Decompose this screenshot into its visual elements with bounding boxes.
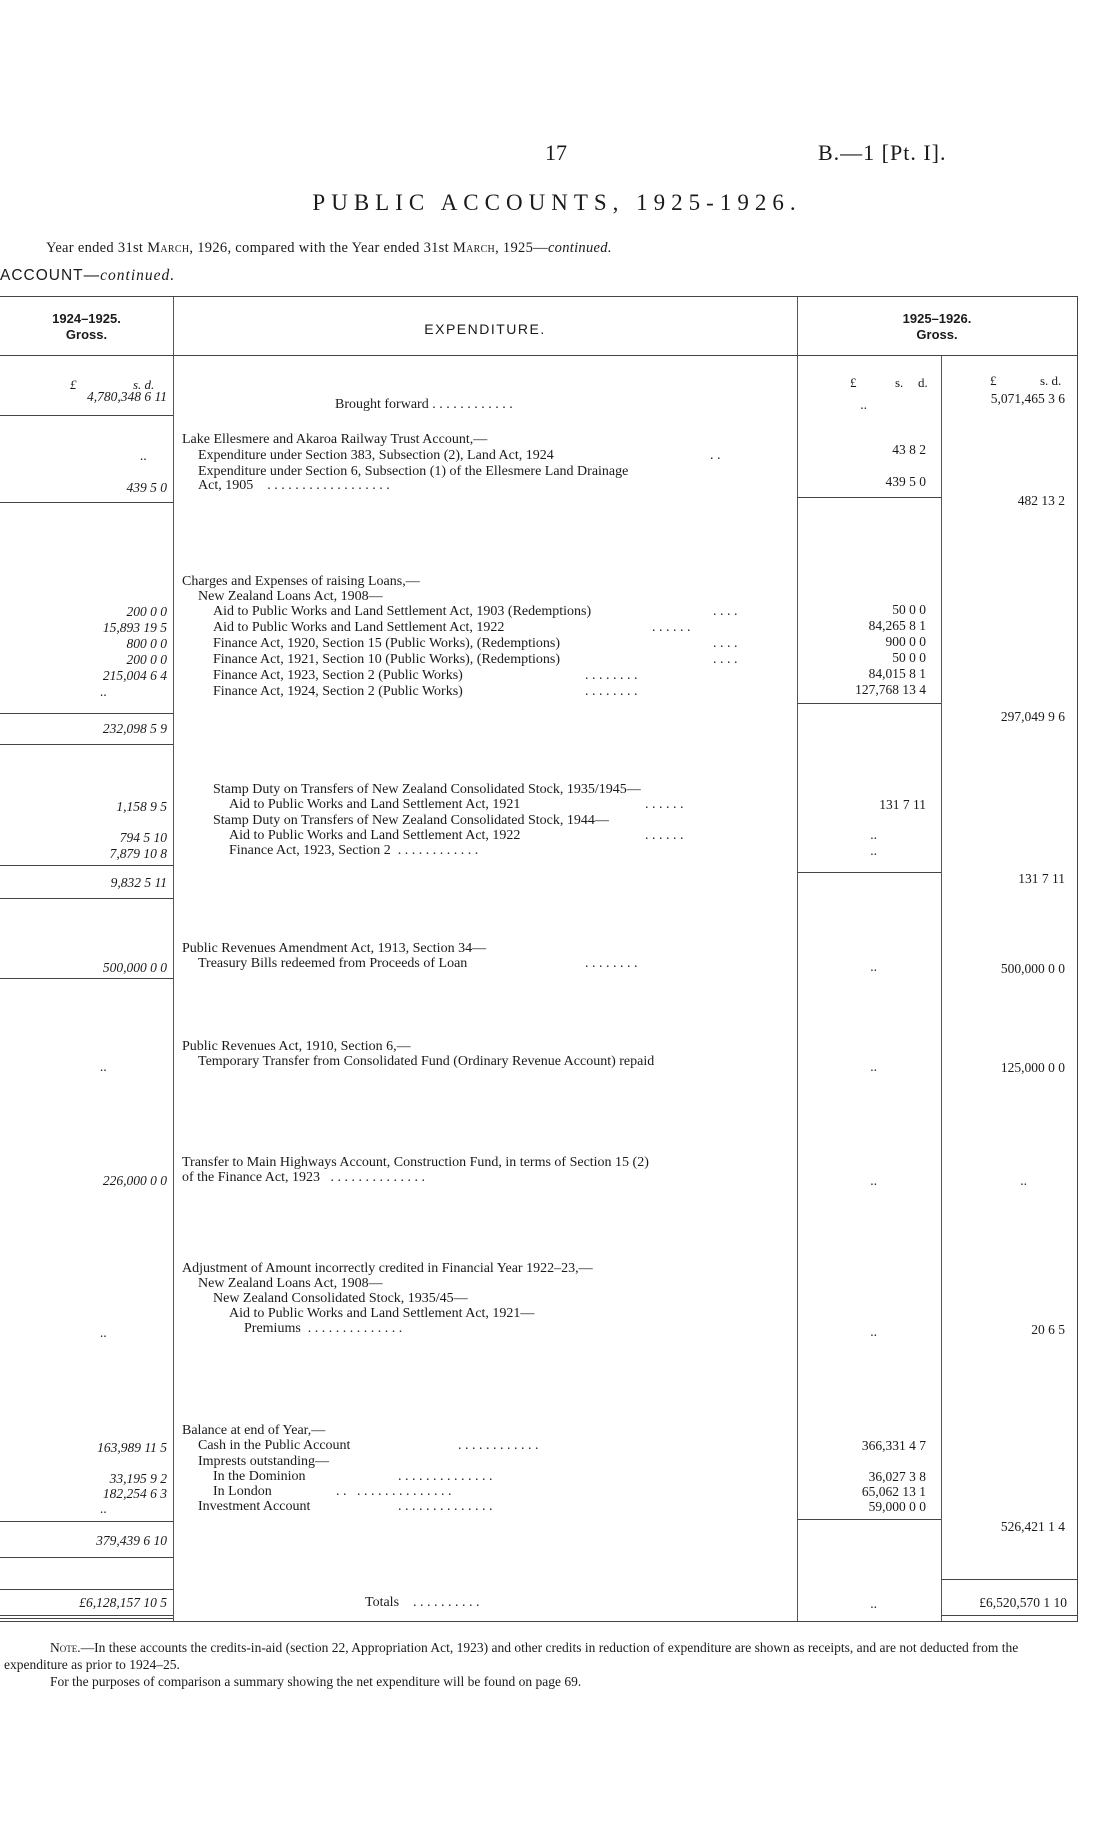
stamp-heading-1: Stamp Duty on Transfers of New Zealand Consolidated Stock, 1935/1945— [213,782,641,797]
pra-amendment-outer: 500,000 0 0 [1000,961,1065,976]
stamp-prev-3: 7,879 10 8 [109,846,167,861]
rule [0,978,173,979]
highways-outer: .. [1020,1173,1027,1188]
pra-amendment-heading: Public Revenues Amendment Act, 1913, Section 34— [182,941,487,956]
lake-prev-2: 439 5 0 [126,480,167,495]
lake-line-3 [198,478,390,494]
leader-dots: . . . . [713,636,738,651]
header-rule [0,355,1077,356]
brought-forward-label-text: Brought forward [335,397,429,412]
rule [0,898,173,899]
highways-line-1: Transfer to Main Highways Account, Construction Fund, in terms of Section 15 (2) [182,1155,649,1170]
loans-item-4-prev: 215,004 6 4 [102,668,167,683]
stamp-line-2: Aid to Public Works and Land Settlement Act, 1922 [229,828,521,843]
stamp-line-3 [229,843,478,859]
column-divider-3 [941,355,942,1621]
stamp-inner-1: 131 7 11 [879,797,926,812]
lake-line-2: Expenditure under Section 6, Subsection (1) of the Ellesmere Land Drainage [198,464,629,479]
footnote-1-heading: Note. [50,1640,81,1655]
rule [797,872,941,873]
pra-amendment-prev: 500,000 0 0 [102,960,167,975]
leader-dots: . . . . . . [645,828,684,843]
balance-prev-dominion: 33,195 9 2 [109,1471,167,1486]
rule [0,1615,173,1616]
document-reference: B.—1 [Pt. I]. [818,140,947,165]
balance-prev-cash: 163,989 11 5 [97,1440,167,1455]
rule [797,703,941,704]
leader-dots: . . . . . . . . . . . . [397,843,479,858]
brought-forward-outer: 5,071,465 3 6 [990,391,1065,406]
adjustment-line-4 [244,1321,402,1337]
page-number: 17 [545,140,567,165]
subtitle-month-1: March [147,240,190,256]
curr-year-header-year: 1925–1926. [902,311,972,326]
leader-dots: . . . . . . . . . . . . [458,1438,539,1453]
lake-inner-1: 43 8 2 [892,442,926,457]
totals-prev: £6,128,157 10 5 [79,1595,167,1610]
lake-ellesmere-heading: Lake Ellesmere and Akaroa Railway Trust Account,— [182,432,488,447]
rule [797,497,941,498]
rule [797,1519,941,1520]
subtitle-post: , 1925— [495,240,548,256]
balance-imprest-label: Imprests outstanding— [198,1454,330,1469]
account-label-continued: continued. [100,267,176,284]
totals-label-text: Totals [365,1595,400,1610]
leader-dots: . . . . [713,604,738,619]
loans-item-3-inner: 50 0 0 [892,650,926,665]
footnote-1 [4,1639,1074,1673]
page-subtitle [46,240,612,257]
leader-dots: . . . . . . . . [585,956,638,971]
stamp-total: 131 7 11 [1018,871,1065,886]
expenditure-table [0,296,1078,1622]
stamp-line-1: Aid to Public Works and Land Settlement Act, 1921 [229,797,521,812]
leader-dots: . . . . . . . . [585,668,638,683]
stamp-heading-2: Stamp Duty on Transfers of New Zealand Consolidated Stock, 1944— [213,813,609,828]
loans-item-3-prev: 200 0 0 [126,652,167,667]
leader-dots: . . . . . . . . . . . . . . [330,1170,426,1185]
adjustment-line-3: Aid to Public Works and Land Settlement Act, 1921— [229,1306,535,1321]
balance-inner-investment: 59,000 0 0 [868,1499,926,1514]
loans-item-2-prev: 800 0 0 [126,636,167,651]
outer-sd-label: s. d. [1040,373,1062,388]
adjustment-heading: Adjustment of Amount incorrectly credited in Financial Year 1922–23,— [182,1261,593,1276]
rule [0,744,173,745]
loans-item-5-inner: 127,768 13 4 [855,682,926,697]
balance-inner-cash: 366,331 4 7 [861,1438,926,1453]
leader-dots: . . . . . . . . . . . . . . [398,1499,493,1514]
prev-sd-label: s. d. [133,377,155,392]
rule [0,502,173,503]
adjustment-line-1: New Zealand Loans Act, 1908— [198,1276,383,1291]
loans-item-5-prev: .. [100,684,107,699]
loans-item-1-prev: 15,893 19 5 [102,620,167,635]
curr-year-header-gross: Gross. [916,327,958,342]
balance-investment-label: Investment Account [198,1499,311,1514]
loans-item-1-inner: 84,265 8 1 [868,618,926,633]
loans-subheading: New Zealand Loans Act, 1908— [198,589,383,604]
highways-line-2 [182,1170,425,1186]
inner-d-label: d. [918,375,928,390]
loans-item-5-label: Finance Act, 1924, Section 2 (Public Works) [213,684,463,699]
stamp-inner-2: .. [870,827,877,842]
totals-inner: .. [870,1596,877,1611]
pra-1910-inner: .. [870,1059,877,1074]
totals-label [365,1595,480,1611]
lake-total: 482 13 2 [1017,493,1065,508]
leader-dots: . . . . [713,652,738,667]
rule [0,713,173,714]
leader-dots: . . . . . . . . . . . . . . [307,1321,403,1336]
leader-dots-a: . . [336,1484,347,1499]
subtitle-mid: , 1926, compared with the Year ended 31st [189,240,449,256]
lake-line-3-text: Act, 1905 [198,478,254,493]
pra-1910-outer: 125,000 0 0 [1000,1060,1065,1075]
balance-total: 526,421 1 4 [1000,1519,1065,1534]
subtitle-month-2: March [452,240,496,256]
highways-inner: .. [870,1173,877,1188]
rule [0,1521,173,1522]
adjustment-line-2: New Zealand Consolidated Stock, 1935/45— [213,1291,468,1306]
stamp-prev-1: 1,158 9 5 [116,799,167,814]
loans-heading: Charges and Expenses of raising Loans,— [182,574,420,589]
stamp-inner-3: .. [870,843,877,858]
highways-prev: 226,000 0 0 [102,1173,167,1188]
highways-line-2-text: of the Finance Act, 1923 [182,1170,321,1185]
brought-forward-label [335,397,513,413]
rule [0,865,173,866]
curr-year-header [797,311,1077,343]
loans-total: 297,049 9 6 [1000,709,1065,724]
balance-heading: Balance at end of Year,— [182,1423,326,1438]
account-label [0,267,175,285]
prev-year-header [0,311,173,343]
loans-item-2-label: Finance Act, 1920, Section 15 (Public Works), (Redemptions) [213,636,561,651]
rule [0,1557,173,1558]
stamp-line-3-text: Finance Act, 1923, Section 2 [229,843,391,858]
rule [0,1589,173,1590]
loans-item-4-inner: 84,015 8 1 [868,666,926,681]
adjustment-outer: 20 6 5 [1031,1322,1065,1337]
page-title: PUBLIC ACCOUNTS, 1925-1926. [312,190,802,215]
adjustment-inner: .. [870,1324,877,1339]
leader-dots: . . [710,448,721,463]
leader-dots: . . . . . . [645,797,684,812]
pra-1910-heading: Public Revenues Act, 1910, Section 6,— [182,1039,411,1054]
adjustment-prev: .. [100,1325,107,1340]
brought-forward-prev: 4,780,348 6 11 [87,389,167,404]
loans-item-1-label: Aid to Public Works and Land Settlement Act, 1922 [213,620,505,635]
subtitle-continued: continued. [547,240,612,256]
leader-dots: . . . . . . . . . . [413,1595,480,1610]
balance-prev-london: 182,254 6 3 [102,1486,167,1501]
lake-line-1: Expenditure under Section 383, Subsection (2), Land Act, 1924 [198,448,554,463]
prev-year-header-gross: Gross. [65,327,108,342]
leader-dots: . . . . . . [652,620,691,635]
balance-inner-london: 65,062 13 1 [861,1484,926,1499]
outer-pound-sign: £ [990,373,997,388]
inner-s-label: s. [895,375,904,390]
footnote-2: For the purposes of comparison a summary showing the net expenditure will be found on page 69. [50,1674,582,1689]
rule [941,1579,1077,1580]
expenditure-header: EXPENDITURE. [424,321,546,337]
balance-london-label: In London [213,1484,272,1499]
subtitle-pre: Year ended 31st [46,240,144,256]
totals-outer: £6,520,570 1 10 [979,1595,1067,1610]
stamp-prev-2: 794 5 10 [119,830,167,845]
lake-prev-1: .. [140,448,147,463]
leader-dots: . . . . . . . . . . . . . . [398,1469,493,1484]
footnote-1-text: —In these accounts the credits-in-aid (section 22, Appropriation Act, 1923) and other credits in reduction of expenditure are shown as receipts, and are not deducted from the expenditure as prior to 1924–25. [4,1640,1019,1672]
balance-dominion-label: In the Dominion [213,1469,306,1484]
lake-inner-2: 439 5 0 [885,474,926,489]
leader-dots: . . . . . . . . . . . . . . . . . . [267,478,390,493]
loans-item-0-label: Aid to Public Works and Land Settlement Act, 1903 (Redemptions) [213,604,592,619]
balance-prev-total: 379,439 6 10 [96,1533,167,1548]
pra-amendment-inner: .. [870,959,877,974]
stamp-prev-total: 9,832 5 11 [110,875,167,890]
rule [941,1615,1077,1616]
leader-dots: . . . . . . . . . . . . [432,397,513,412]
pra-amendment-line: Treasury Bills redeemed from Proceeds of Loan [198,956,468,971]
brought-forward-inner: .. [860,397,867,412]
account-label-text: ACCOUNT— [0,267,101,284]
leader-dots [336,1484,452,1500]
leader-dots-b: . . . . . . . . . . . . . . [357,1484,452,1499]
pra-1910-prev: .. [100,1059,107,1074]
rule [0,1618,173,1619]
loans-item-4-label: Finance Act, 1923, Section 2 (Public Works) [213,668,463,683]
column-divider-1 [173,297,174,1621]
prev-year-header-year: 1924–1925. [52,311,121,326]
pra-1910-line: Temporary Transfer from Consolidated Fund (Ordinary Revenue Account) repaid [198,1054,655,1069]
prev-pound-sign: £ [70,377,77,392]
rule [0,415,173,416]
balance-inner-dominion: 36,027 3 8 [868,1469,926,1484]
inner-pound-sign: £ [850,375,857,390]
balance-prev-investment: .. [100,1501,107,1516]
loans-item-0-inner: 50 0 0 [892,602,926,617]
leader-dots: . . . . . . . . [585,684,638,699]
adjustment-line-4-text: Premiums [244,1321,301,1336]
loans-item-0-prev: 200 0 0 [126,604,167,619]
balance-cash-label: Cash in the Public Account [198,1438,351,1453]
loans-item-2-inner: 900 0 0 [885,634,926,649]
column-divider-2 [797,297,798,1621]
loans-prev-total: 232,098 5 9 [102,721,167,736]
loans-item-3-label: Finance Act, 1921, Section 10 (Public Works), (Redemptions) [213,652,561,667]
